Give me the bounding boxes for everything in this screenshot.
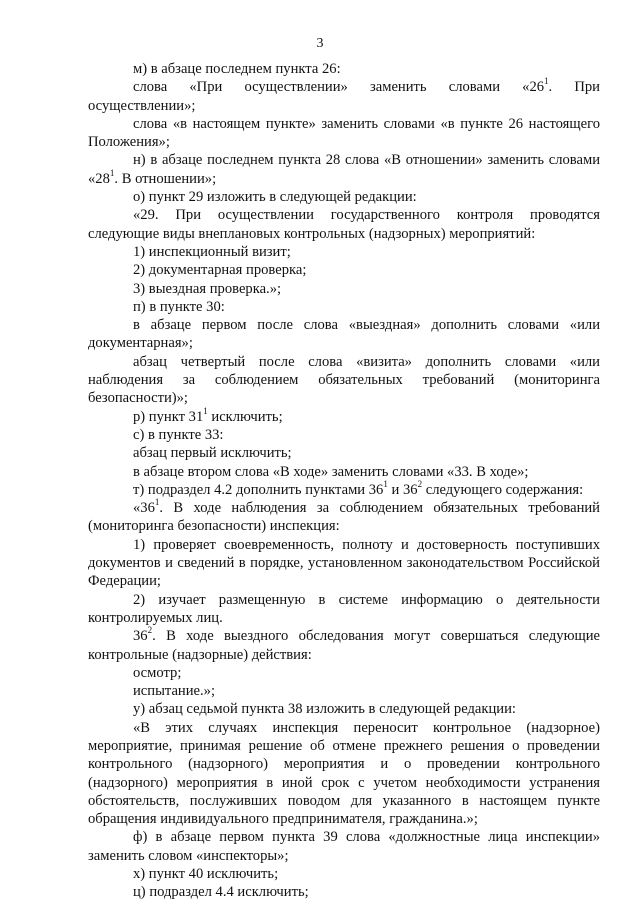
- superscript: 2: [417, 478, 423, 489]
- paragraph: [88, 591, 600, 628]
- paragraph-text: 2) изучает размещенную в системе информацию о деятельности контролируемых лиц.: [88, 591, 600, 626]
- paragraph: [88, 444, 600, 462]
- paragraph: [88, 316, 600, 353]
- paragraph: [88, 115, 600, 152]
- superscript: 1: [544, 76, 549, 87]
- paragraph-text: «В этих случаях инспекция переносит контрольное (надзорное) мероприятие, принимая решение об отмене прежнего решения о проведении контрольного (надзорного) мероприятия и о проведении контрольного (надзорного) мероприятия в иной срок с учетом необходимости устранения обстоятельств, послуживших поводом для указанного в настоящем пункте обращения индивидуального предпринимателя, гражданина.»;: [88, 719, 600, 828]
- paragraph: [88, 405, 600, 426]
- paragraph: [88, 188, 600, 206]
- paragraph-text: исключить;: [207, 408, 283, 425]
- paragraph: [88, 865, 600, 883]
- paragraph: [88, 151, 600, 188]
- paragraph-text: 36: [133, 628, 148, 645]
- paragraph-text: 2) документарная проверка;: [133, 262, 307, 279]
- superscript: 1: [109, 167, 115, 178]
- paragraph: [88, 536, 600, 591]
- superscript: 2: [147, 625, 153, 636]
- superscript: 1: [154, 497, 160, 508]
- superscript: 1: [203, 405, 208, 416]
- paragraph-text: н) в абзаце последнем пункта 28 слова «В отношении» заменить словами «28: [88, 152, 600, 187]
- paragraph: [88, 206, 600, 243]
- page-number: 3: [316, 36, 324, 51]
- paragraph: [88, 478, 600, 499]
- paragraph: [88, 828, 600, 865]
- paragraph: [88, 261, 600, 279]
- paragraph: [88, 60, 600, 78]
- paragraph-text: 1) проверяет своевременность, полноту и достоверность поступивших документов и сведений в порядке, установленном законодательством Российской Федерации;: [88, 536, 600, 590]
- paragraph-text: и 36: [387, 481, 418, 498]
- paragraph: [88, 243, 600, 261]
- paragraph-text: т) подраздел 4.2 дополнить пунктами 36: [133, 481, 384, 498]
- paragraph-text: ф) в абзаце первом пункта 39 слова «должностные лица инспекции» заменить словом «инспекторы»;: [88, 829, 600, 864]
- paragraph: [88, 463, 600, 481]
- paragraph: [88, 499, 600, 536]
- paragraph-text: 3) выездная проверка.»;: [133, 280, 282, 297]
- paragraph-text: р) пункт 31: [133, 408, 204, 425]
- paragraph: [88, 682, 600, 700]
- paragraph-text: . При осуществлении»;: [88, 79, 600, 114]
- paragraph-text: «29. При осуществлении государственного контроля проводятся следующие виды внеплановых контрольных (надзорных) мероприятий:: [88, 207, 600, 242]
- paragraph-text: «36: [133, 500, 155, 517]
- paragraph-text: . В ходе выездного обследования могут совершаться следующие контрольные (надзорные) действия:: [88, 628, 600, 663]
- paragraph-text: 1) инспекционный визит;: [133, 243, 291, 260]
- paragraph-text: . В отношении»;: [114, 170, 217, 187]
- paragraph-text: п) в пункте 30:: [133, 298, 225, 315]
- paragraph-text: . В ходе наблюдения за соблюдением обязательных требований (мониторинга безопасности) инспекция:: [88, 500, 600, 535]
- paragraph-text: в абзаце первом после слова «выездная» дополнить словами «или документарная»;: [88, 317, 600, 352]
- paragraph-text: испытание.»;: [133, 683, 216, 700]
- paragraph: [88, 298, 600, 316]
- paragraph-text: м) в абзаце последнем пункта 26:: [133, 61, 341, 77]
- paragraph-text: ц) подраздел 4.4 исключить;: [133, 884, 309, 901]
- document-body: [88, 60, 600, 902]
- paragraph-text: о) пункт 29 изложить в следующей редакции:: [133, 189, 417, 206]
- superscript: 1: [383, 478, 388, 489]
- paragraph-text: абзац первый исключить;: [133, 445, 292, 462]
- paragraph: [88, 280, 600, 298]
- paragraph-text: х) пункт 40 исключить;: [133, 866, 279, 883]
- paragraph: [88, 700, 600, 718]
- paragraph-text: осмотр;: [133, 664, 182, 681]
- paragraph-text: абзац четвертый после слова «визита» дополнить словами «или наблюдения за соблюдением обязательных требований (мониторинга безопасности)»;: [88, 353, 600, 407]
- paragraph-text: следующего содержания:: [422, 481, 584, 498]
- paragraph: [88, 353, 600, 408]
- paragraph: [88, 627, 600, 664]
- paragraph-text: слова «При осуществлении» заменить словами «26: [133, 79, 545, 96]
- paragraph-text: в абзаце втором слова «В ходе» заменить словами «33. В ходе»;: [133, 463, 529, 480]
- paragraph: [88, 883, 600, 901]
- paragraph: [88, 719, 600, 829]
- paragraph-text: у) абзац седьмой пункта 38 изложить в следующей редакции:: [133, 701, 516, 718]
- paragraph-text: с) в пункте 33:: [133, 426, 224, 443]
- paragraph: [88, 78, 600, 115]
- paragraph: [88, 426, 600, 444]
- paragraph-text: слова «в настоящем пункте» заменить словами «в пункте 26 настоящего Положения»;: [88, 115, 600, 151]
- paragraph: [88, 664, 600, 682]
